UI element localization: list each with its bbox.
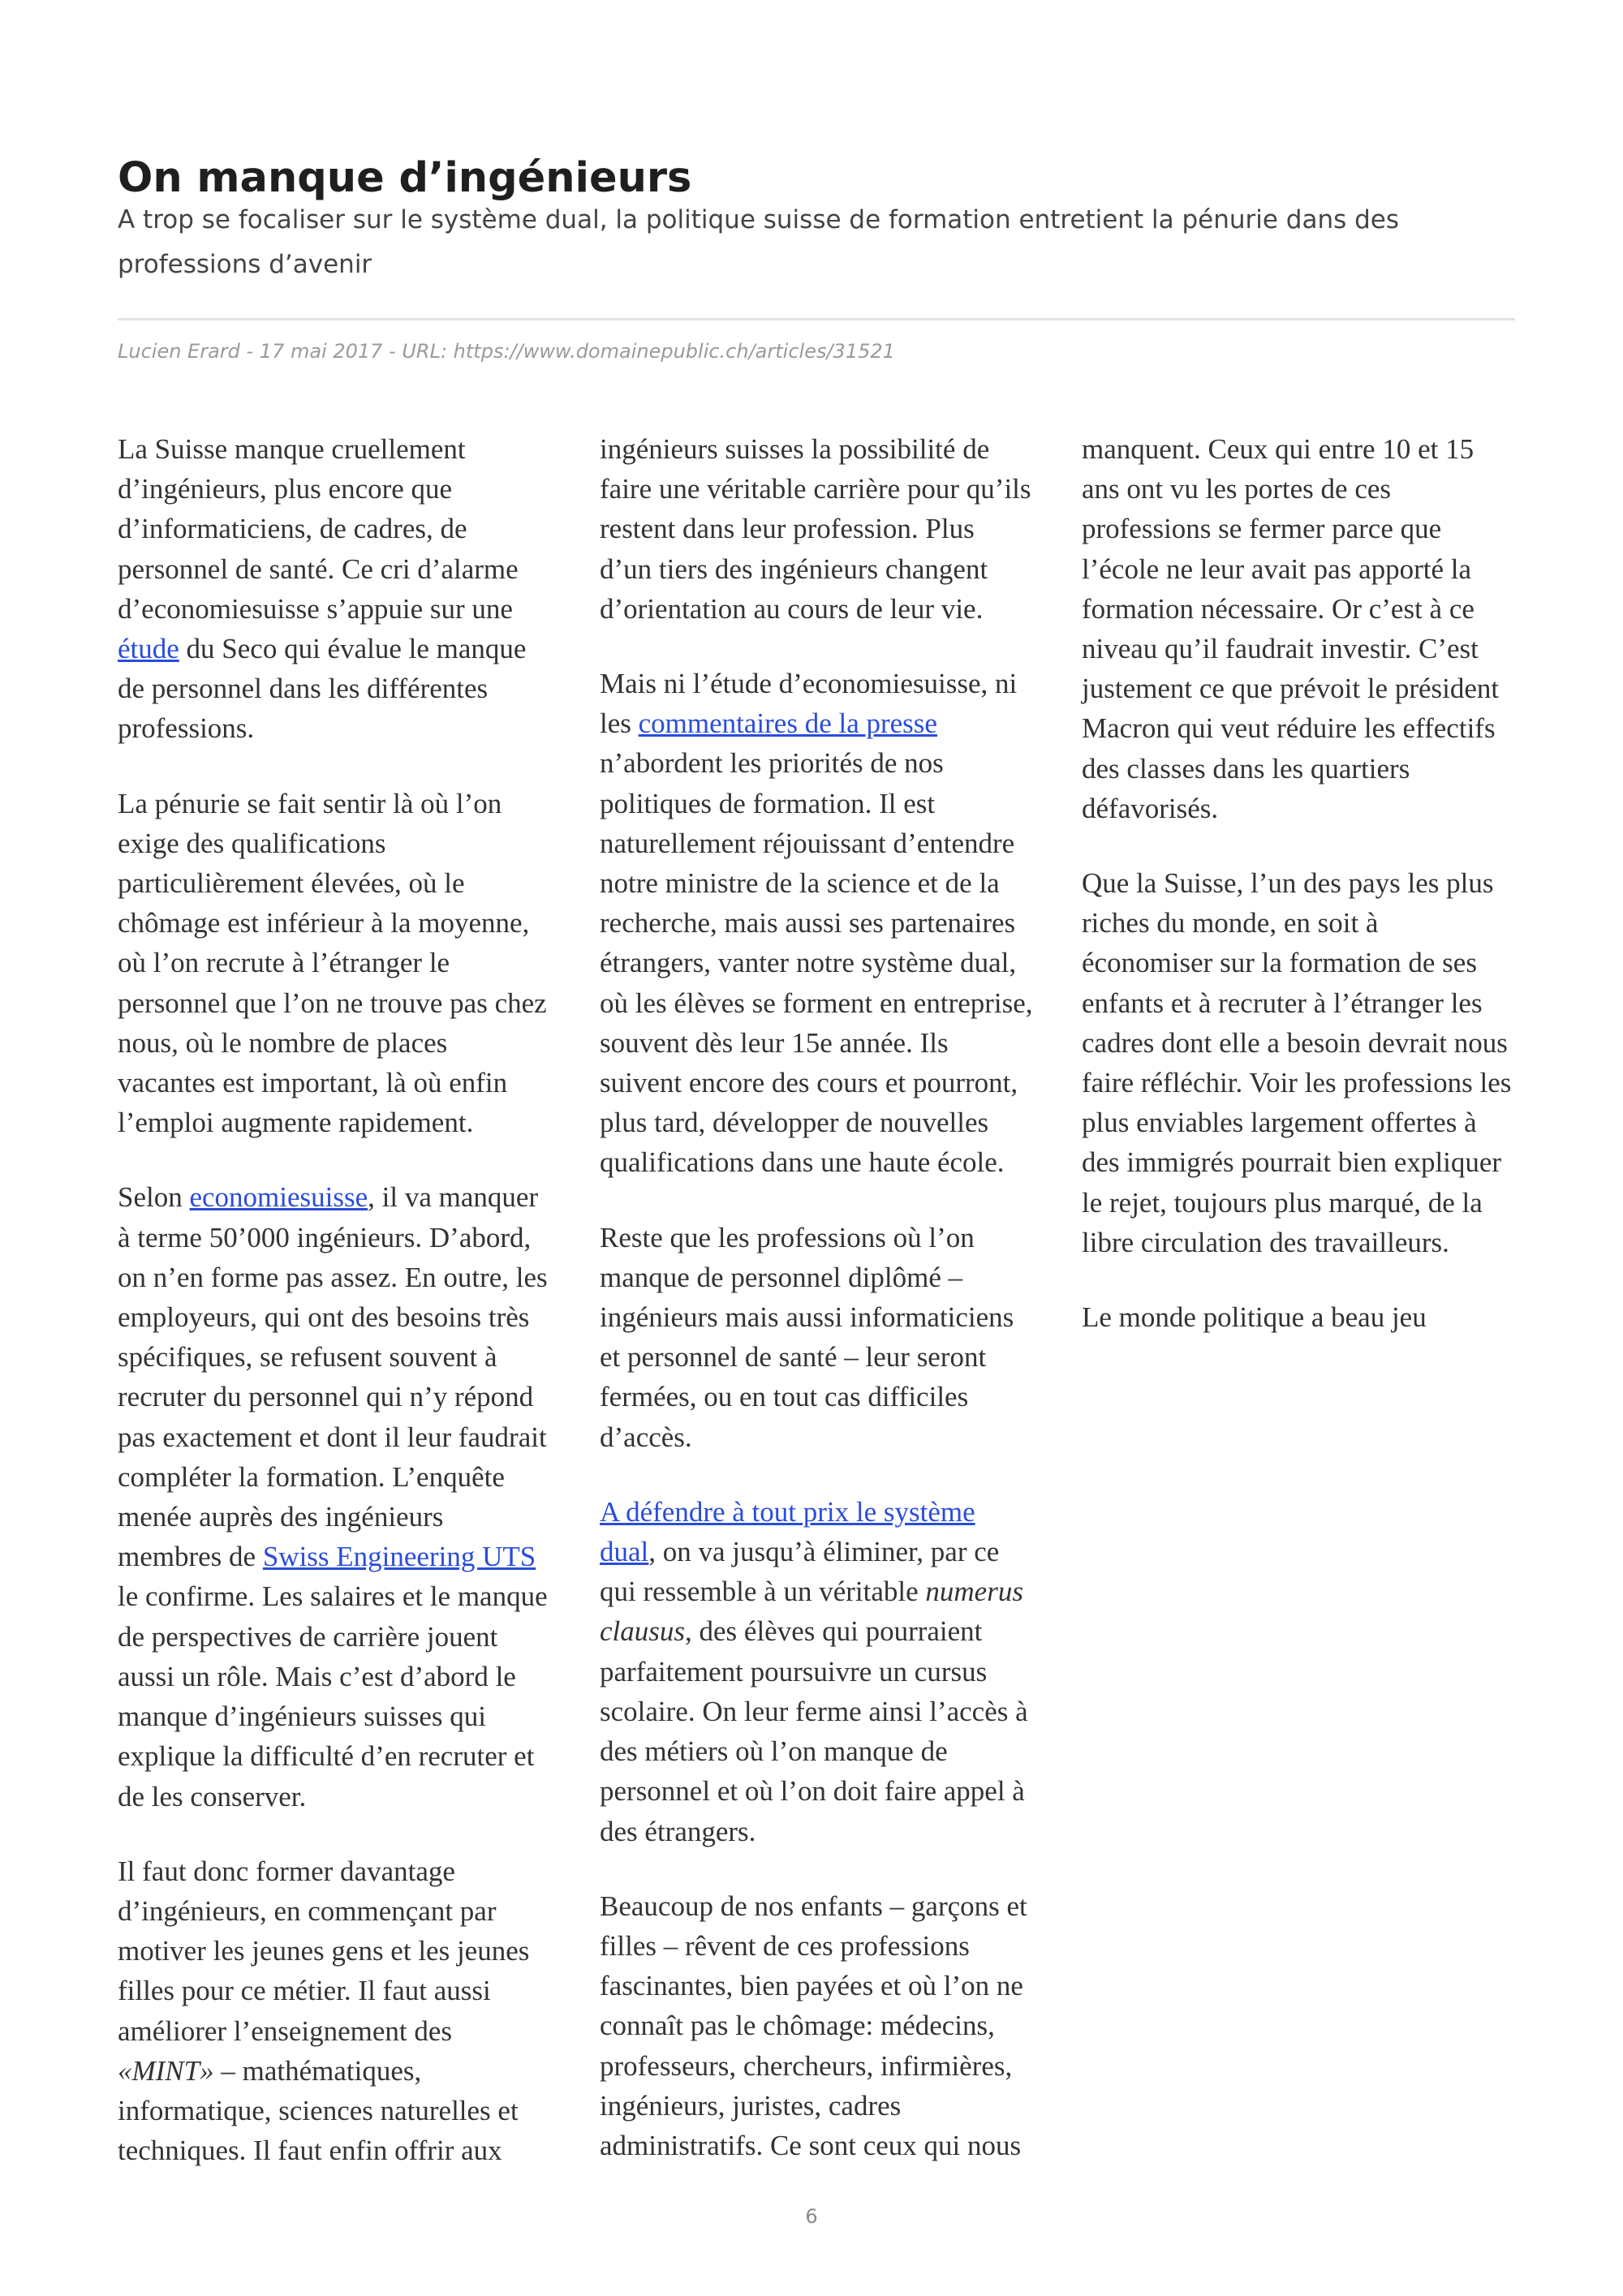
paragraph-7: A défendre à tout prix le système dual, on va jusqu’à éliminer, par ce qui ressemble à un véritable numerus clausus, des élèves qui pourraient parfaitement poursuivre un cursus scolaire. On leur ferme ainsi l’accès à des métiers où l’on manque de personnel et où l’on doit faire appel à des étrangers. (600, 1495, 1028, 1847)
paragraph-9: Que la Suisse, l’un des pays les plus riches du monde, en soit à économiser sur la formation de ses enfants et à recruter à l’étranger les cadres dont elle a besoin devrait nous faire réfléchir. Voir les professions les plus enviables largement offertes à des immigrés pourrait bien expliquer le rejet, toujours plus marqué, de la libre circulation des travailleurs. (1082, 867, 1512, 1258)
link-commentaires-presse[interactable]: commentaires de la presse (638, 707, 937, 740)
link-etude[interactable]: étude (118, 633, 179, 665)
paragraph-2: La pénurie se fait sentir là où l’on exige des qualifications particulièrement élevées, où le chômage est inférieur à la moyenne, où l’on recrute à l’étranger le personnel que l’on ne trouve pas chez nous, où le nombre de places vacantes est important, là où enfin l’emploi augmente rapidement. (118, 787, 547, 1139)
paragraph-6: Reste que les professions où l’on manque de personnel diplômé – ingénieurs mais aussi informaticiens et personnel de santé – leur seront fermées, ou en tout cas difficiles d’accès. (600, 1221, 1014, 1453)
paragraph-1: La Suisse manque cruellement d’ingénieurs, plus encore que d’informaticiens, de cadres, de personnel de santé. Ce cri d’alarme d’economiesuisse s’appuie sur une étude du Seco qui évalue le manque de personnel dans les différentes professions. (118, 433, 527, 745)
link-economiesuisse[interactable]: economiesuisse (189, 1181, 368, 1214)
article-body (118, 429, 1515, 2182)
paragraph-8: Beaucoup de nos enfants – garçons et filles – rêvent de ces professions fascinantes, bien payées et où l’on ne connaît pas le chômage: médecins, professeurs, chercheurs, infirmières, ingénieurs, juristes, cadres administratifs. Ce sont ceux qui nous manquent. Ceux qui entre 10 et 15 ans ont vu les portes de ces professions se fermer parce que l’école ne leur avait pas apporté la formation nécessaire. Or c’est à ce niveau qu’il faudrait investir. C’est justement ce que prévoit le président Macron qui veut réduire les effectifs des classes dans les quartiers défavorisés. (600, 433, 1500, 2161)
article-meta: Lucien Erard - 17 mai 2017 - URL: https://www.domainepublic.ch/articles/31521 (118, 340, 895, 363)
page-title: On manque d’ingénieurs (118, 154, 692, 203)
page-number: 6 (805, 2205, 818, 2228)
article-subtitle: A trop se focaliser sur le système dual, la politique suisse de formation entretient la pénurie dans des professions d’avenir (118, 205, 1400, 279)
paragraph-4: Il faut donc former davantage d’ingénieurs, en commençant par motiver les jeunes gens et les jeunes filles pour ce métier. Il faut aussi améliorer l’enseignement des «MINT» – mathématiques, informatique, sciences naturelles et techniques. Il faut enfin offrir aux ingénieurs suisses la possibilité de faire une véritable carrière pour qu’ils restent dans leur profession. Plus d’un tiers des ingénieurs changent d’orientation au cours de leur vie. (118, 433, 1031, 2167)
link-swiss-engineering[interactable]: Swiss Engineering UTS (262, 1541, 536, 1573)
header-divider (118, 318, 1515, 320)
paragraph-3: Selon economiesuisse, il va manquer à terme 50’000 ingénieurs. D’abord, on n’en forme pas assez. En outre, les employeurs, qui ont des besoins très spécifiques, se refusent souvent à recruter du personnel qui n’y répond pas exactement et dont il leur faudrait compléter la formation. L’enquête menée auprès des ingénieurs membres de Swiss Engineering UTS le confirme. Les salaires et le manque de perspectives de carrière jouent aussi un rôle. Mais c’est d’abord le manque d’ingénieurs suisses qui explique la difficulté d’en recruter et de les conserver. (118, 1181, 548, 1812)
paragraph-5: Mais ni l’étude d’economiesuisse, ni les commentaires de la presse n’abordent les priorités de nos politiques de formation. Il est naturellement réjouissant d’entendre notre ministre de la science et de la recherche, mais aussi ses partenaires étrangers, vanter notre système dual, où les élèves se forment en entreprise, souvent dès leur 15e année. Ils suivent encore des cours et pourront, plus tard, développer de nouvelles qualifications dans une haute école. (600, 668, 1033, 1179)
paragraph-10: Le monde politique a beau jeu (1082, 1301, 1427, 1334)
link-systeme-dual[interactable]: A défendre à tout prix le système dual (600, 1495, 975, 1568)
